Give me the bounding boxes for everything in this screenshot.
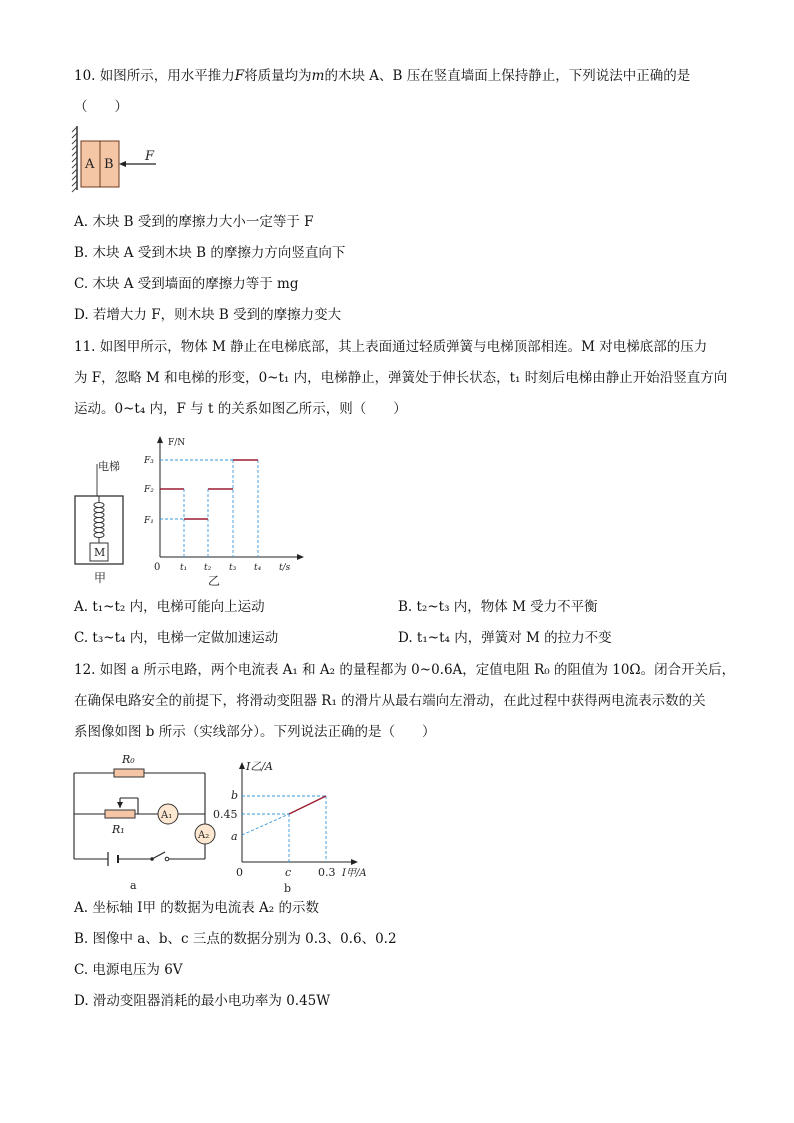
force-label: F: [145, 149, 155, 164]
q12-stem-line1: 12. 如图 a 所示电路，两个电流表 A₁ 和 A₂ 的量程都为 0~0.6A，定值电阻 R₀ 的阻值为 10Ω。闭合开关后，: [74, 662, 736, 678]
q12-option-c[interactable]: C. 电源电压为 6V: [74, 962, 183, 978]
q12-option-b[interactable]: B. 图像中 a、b、c 三点的数据分别为 0.3、0.6、0.2: [74, 931, 397, 947]
spring: [94, 496, 104, 543]
caption-yi: 乙: [208, 574, 221, 588]
q11-stem-line3: 运动。0~t₄ 内，F 与 t 的关系如图乙所示，则（ ）: [74, 401, 407, 417]
y-tick-045: 0.45: [213, 808, 238, 821]
a2-label: A₂: [198, 830, 210, 841]
slider-arrow: [117, 802, 123, 808]
x-tick-c: c: [285, 866, 292, 879]
x-tick-t2: t₂: [204, 563, 212, 573]
q11-option-a[interactable]: A. t₁~t₂ 内，电梯可能向上运动: [74, 599, 265, 615]
y-tick-f3: F₃: [144, 456, 154, 466]
rheostat-r1: [105, 810, 135, 818]
y-tick-b: b: [231, 789, 239, 802]
q10-answer-paren: （ ）: [74, 99, 128, 115]
x-tick-t4: t₄: [254, 563, 262, 573]
resistor-r0: [114, 769, 144, 777]
x-tick-t3: t₃: [229, 563, 237, 573]
q10-option-d[interactable]: D. 若增大力 F，则木块 B 受到的摩擦力变大: [74, 307, 342, 323]
q11-figure-elevator: [70, 452, 130, 587]
caption-a: a: [130, 879, 137, 892]
q10-option-b[interactable]: B. 木块 A 受到木块 B 的摩擦力方向竖直向下: [74, 245, 346, 261]
q11-option-d[interactable]: D. t₁~t₄ 内，弹簧对 M 的拉力不变: [398, 630, 612, 646]
q12-option-d[interactable]: D. 滑动变阻器消耗的最小电功率为 0.45W: [74, 993, 331, 1009]
y-tick-f1: F₁: [144, 516, 154, 526]
circuit-wires: [74, 773, 205, 859]
y-axis-arrow: [239, 762, 245, 769]
q11-chart-f-vs-t: [140, 433, 310, 588]
y-tick-a: a: [231, 830, 238, 843]
q10-number: 10.: [74, 68, 96, 84]
q11-stem-line2: 为 F，忽略 M 和电梯的形变，0~t₁ 内，电梯静止，弹簧处于伸长状态，t₁ 时刻后电梯由静止开始沿竖直方向: [74, 370, 728, 386]
q11-stem-line1: 11. 如图甲所示，物体 M 静止在电梯底部，其上表面通过轻质弹簧与电梯顶部相连。M 对电梯底部的压力: [74, 339, 708, 355]
q12-stem-line3: 系图像如图 b 所示（实线部分）。下列说法正确的是（ ）: [74, 724, 436, 740]
x-axis-arrow: [351, 859, 358, 865]
switch-contact: [165, 857, 169, 861]
x-tick-03: 0.3: [318, 866, 336, 879]
q12-stem-line2: 在确保电路安全的前提下，将滑动变阻器 R₁ 的滑片从最右端向左滑动，在此过程中获得两电流表示数的关: [74, 693, 706, 709]
q12-figure-circuit: [68, 746, 218, 894]
q12-chart-i-vs-i: [213, 756, 382, 896]
q10-option-c[interactable]: C. 木块 A 受到墙面的摩擦力等于 mg: [74, 276, 299, 292]
block-a-label: A: [85, 157, 95, 172]
guide-lines: [242, 796, 326, 862]
q11-option-b[interactable]: B. t₂~t₃ 内，物体 M 受力不平衡: [398, 599, 598, 615]
x-axis-label: t/s: [279, 563, 291, 573]
caption-jia: 甲: [94, 571, 107, 585]
r1-label: R₁: [112, 823, 125, 836]
y-tick-f2: F₂: [144, 485, 154, 495]
origin-label: 0: [236, 866, 243, 879]
data-segment: [289, 796, 326, 814]
y-axis-arrow: [157, 436, 163, 443]
block-b-label: B: [104, 157, 114, 172]
q11-option-c[interactable]: C. t₃~t₄ 内，电梯一定做加速运动: [74, 630, 279, 646]
y-axis-label: I乙/A: [246, 760, 273, 773]
origin-label: 0: [154, 562, 161, 573]
y-axis-label: F/N: [168, 438, 186, 448]
x-axis-arrow: [297, 554, 304, 560]
mass-m-label: M: [94, 546, 106, 559]
elevator-label: 电梯: [98, 460, 120, 473]
switch-pivot: [150, 857, 154, 861]
force-arrowhead: [119, 161, 126, 167]
x-axis-label: I甲/A: [342, 868, 367, 879]
caption-b: b: [284, 882, 292, 895]
q10-figure-blocks: [72, 124, 172, 194]
q10-stem-line1: 10. 如图所示，用水平推力F将质量均为m的木块 A、B 压在竖直墙面上保持静止，下列说法中正确的是: [74, 68, 691, 84]
guide-lines: [160, 460, 258, 557]
q10-option-a[interactable]: A. 木块 B 受到的摩擦力大小一定等于 F: [74, 214, 314, 230]
x-tick-t1: t₁: [180, 563, 188, 573]
a1-label: A₁: [161, 810, 173, 821]
q12-option-a[interactable]: A. 坐标轴 I甲 的数据为电流表 A₂ 的示数: [74, 900, 319, 916]
r0-label: R₀: [122, 753, 135, 766]
